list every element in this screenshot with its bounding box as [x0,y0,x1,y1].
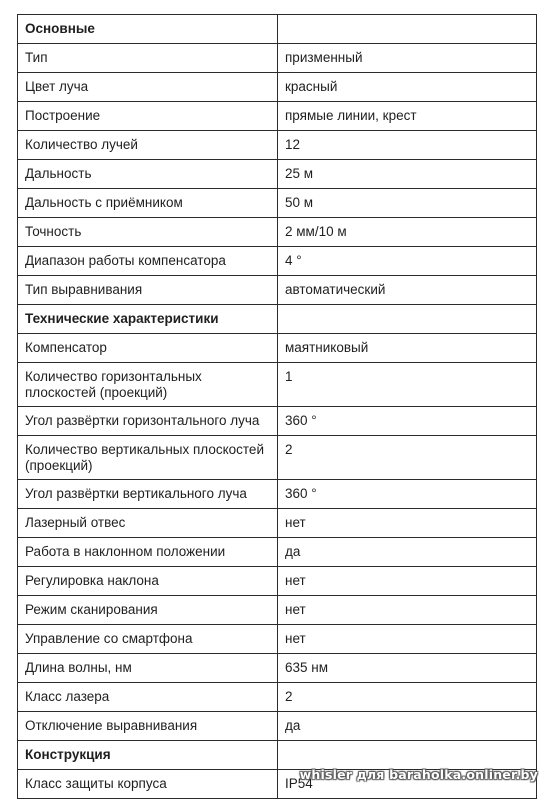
row-name: Режим сканирования [18,596,278,625]
row-value: призменный [278,44,537,73]
table-row [18,247,537,276]
watermark: whisler для baraholka.onliner.by [299,767,538,782]
row-value [278,741,537,770]
row-name: Класс защиты корпуса [18,770,278,799]
table-row [18,276,537,305]
table-row [18,683,537,712]
table-row [18,407,537,436]
row-name: Лазерный отвес [18,509,278,538]
row-name: Дальность с приёмником [18,189,278,218]
table-row [18,102,537,131]
row-name: Конструкция [18,741,278,770]
table-row [18,509,537,538]
table-row [18,305,537,334]
table-row [18,625,537,654]
row-name: Количество горизонтальных плоскостей (проекций) [18,363,278,407]
row-name: Точность [18,218,278,247]
row-name: Технические характеристики [18,305,278,334]
row-value: 12 [278,131,537,160]
table-row [18,189,537,218]
row-value: 50 м [278,189,537,218]
row-name: Дальность [18,160,278,189]
row-name: Длина волны, нм [18,654,278,683]
row-name: Компенсатор [18,334,278,363]
row-name: Количество вертикальных плоскостей (проекций) [18,436,278,480]
row-name: Класс лазера [18,683,278,712]
row-value: 25 м [278,160,537,189]
row-value: 2 мм/10 м [278,218,537,247]
row-name: Основные [18,15,278,44]
table-row [18,538,537,567]
row-value: нет [278,509,537,538]
row-name: Управление со смартфона [18,625,278,654]
table-row [18,160,537,189]
row-name: Построение [18,102,278,131]
row-name: Диапазон работы компенсатора [18,247,278,276]
row-name: Количество лучей [18,131,278,160]
table-row [18,15,537,44]
row-name: Угол развёртки горизонтального луча [18,407,278,436]
row-value: 4 ° [278,247,537,276]
table-row [18,73,537,102]
table-row [18,363,537,407]
row-value: маятниковый [278,334,537,363]
row-value: прямые линии, крест [278,102,537,131]
row-value: нет [278,625,537,654]
row-name: Цвет луча [18,73,278,102]
row-value: да [278,538,537,567]
table-row [18,480,537,509]
row-name: Угол развёртки вертикального луча [18,480,278,509]
row-value: 1 [278,363,537,407]
row-name: Тип выравнивания [18,276,278,305]
row-value: красный [278,73,537,102]
specifications-table [17,14,537,799]
row-value: 635 нм [278,654,537,683]
table-row [18,334,537,363]
table-row [18,741,537,770]
row-value: IP54 [278,770,537,799]
row-value: да [278,712,537,741]
row-name: Тип [18,44,278,73]
row-value [278,15,537,44]
row-name: Работа в наклонном положении [18,538,278,567]
row-value: 2 [278,683,537,712]
row-name: Регулировка наклона [18,567,278,596]
table-row [18,712,537,741]
table-row [18,436,537,480]
row-name: Отключение выравнивания [18,712,278,741]
table-row [18,596,537,625]
table-row [18,654,537,683]
row-value: автоматический [278,276,537,305]
row-value: 360 ° [278,407,537,436]
row-value: нет [278,596,537,625]
row-value: 2 [278,436,537,480]
specifications-table-body [18,15,537,799]
table-row [18,44,537,73]
row-value: нет [278,567,537,596]
row-value: 360 ° [278,480,537,509]
table-row [18,218,537,247]
row-value [278,305,537,334]
table-row [18,131,537,160]
table-row [18,567,537,596]
